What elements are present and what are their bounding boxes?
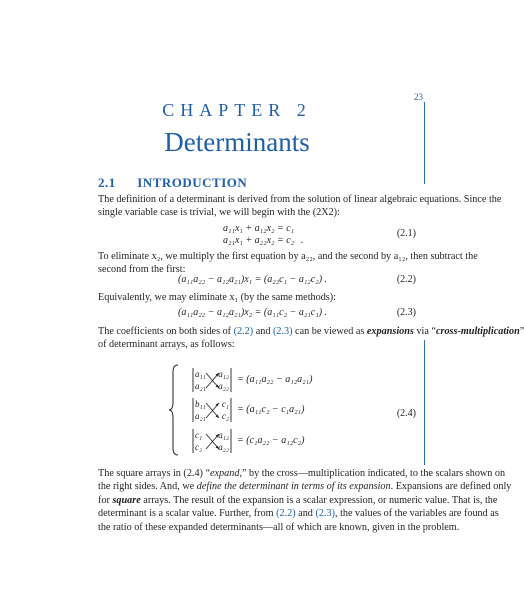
equation-ref-link[interactable]: (2.2) — [276, 508, 296, 520]
determinant-entry: a₁₂ — [218, 369, 229, 379]
paragraph-eliminate-x2 — [98, 250, 478, 277]
emphasis-text: define the determinant in terms of its expansion — [196, 481, 391, 493]
margin-rule-bottom — [424, 340, 425, 465]
text-run: ,” by the cross—multiplication indicated, to the scalars shown on — [239, 468, 506, 479]
text-run: can be viewed as — [292, 326, 367, 337]
paragraph-line: The definition of a determinant is derived from the solution of linear algebraic equations. Since the — [98, 194, 502, 205]
determinant-array — [191, 428, 233, 454]
determinant-entry: c₂ — [221, 411, 229, 421]
paragraph-line — [98, 480, 512, 493]
paragraph-line: of determinant arrays, as follows: — [98, 339, 235, 351]
emphasis-text: square — [112, 494, 141, 506]
paragraph-line — [98, 507, 499, 520]
text-run: via “ — [413, 326, 436, 337]
equation-2-3: (a₁₁a₂₂ − a₁₂a₂₁)x₂ = (a₁₁c₂ − a₂₁c₁) . — [178, 307, 328, 318]
equation-ref-link[interactable]: (2.3) — [272, 326, 293, 337]
equation-ref-link[interactable]: (2.2) — [233, 326, 254, 337]
chapter-label: CHAPTER 2 — [162, 100, 312, 120]
equation-text: a₂₁x₁ + a₂₂x₂ = c₂ — [223, 235, 295, 246]
text-run: determinant is a scalar value. Further, from — [98, 508, 277, 520]
paragraph-line: To eliminate x₂, we multiply the first equation by a₂₂, and the second by a₁₂, then subtract the — [98, 251, 478, 262]
determinant-entry: a₁₁ — [195, 369, 206, 379]
text-run: arrays. The result of the expansion is a scalar expression, or numeric value. That is, the — [140, 494, 498, 506]
paragraph-line: single variable case is trivial, we will begin with the (2X2): — [98, 207, 340, 219]
paragraph-intro — [98, 193, 502, 220]
equation-period: . — [300, 235, 304, 246]
determinant-expansion: = (a₁₁c₂ − c₁a₂₁) — [237, 404, 305, 415]
text-run: and — [295, 508, 316, 520]
determinant-entry: a₂₂ — [218, 381, 229, 391]
determinant-entry: c₂ — [195, 442, 203, 452]
equation-number-2-2: (2.2) — [396, 274, 416, 285]
equation-ref-link[interactable]: (2.3) — [315, 508, 335, 520]
emphasis-text: expand — [210, 468, 240, 479]
chapter-title: Determinants — [164, 127, 310, 157]
section-title: INTRODUCTION — [137, 175, 248, 190]
text-run: The coefficients on both sides of — [98, 326, 234, 337]
equation-number-2-3: (2.3) — [396, 307, 416, 318]
paragraph-line: the ratio of these expanded determinants—all of which are known, given in the problem. — [98, 521, 460, 533]
determinant-row — [191, 428, 331, 454]
equation-line — [223, 235, 303, 247]
paragraph-line — [98, 494, 498, 507]
determinant-row — [191, 397, 331, 423]
emphasis-text: expansions — [366, 326, 414, 337]
text-run: . Expansions are defined only — [390, 481, 512, 493]
equation-2-1 — [223, 223, 303, 247]
determinant-entry: c₁ — [195, 430, 203, 440]
section-heading — [98, 175, 247, 191]
page-number: 23 — [414, 92, 423, 102]
paragraph-expansion — [98, 467, 512, 534]
section-number: 2.1 — [98, 175, 116, 190]
equation-line: a₁₁x₁ + a₁₂x₂ = c₁ — [223, 223, 295, 234]
determinant-row — [191, 367, 331, 393]
equation-number-2-4: (2.4) — [396, 408, 416, 419]
text-run: , the values of the variables are found as — [334, 508, 499, 520]
determinant-entry: a₂₁ — [195, 381, 206, 391]
emphasis-text: cross-multiplication — [435, 326, 520, 337]
determinant-array — [191, 367, 233, 393]
text-run: The square arrays in (2.4) “ — [98, 468, 211, 479]
left-brace — [168, 364, 180, 456]
determinant-entry: a₁₂ — [218, 430, 229, 440]
paragraph-cross-multiplication — [98, 325, 524, 352]
determinant-entry: a₂₂ — [218, 442, 229, 452]
determinant-entry: b₁₁ — [195, 399, 206, 409]
determinant-array — [191, 397, 233, 423]
text-run: the right sides. And, we — [98, 481, 197, 493]
text-run: and — [253, 326, 273, 337]
paragraph-line: second from the first: — [98, 264, 186, 276]
paragraph-line — [98, 325, 524, 338]
text-run: for — [98, 494, 113, 506]
determinant-expansion: = (c₁a₂₂ − a₁₂c₂) — [237, 435, 305, 446]
text-run: ” — [519, 326, 524, 337]
determinant-expansion: = (a₁₁a₂₂ − a₁₂a₂₁) — [237, 374, 313, 385]
determinant-entry: a₂₁ — [195, 411, 206, 421]
equation-number-2-1: (2.1) — [396, 228, 416, 239]
paragraph-eliminate-x1: Equivalently, we may eliminate x₁ (by the same methods): — [98, 292, 336, 303]
determinant-entry: c₁ — [221, 399, 229, 409]
paragraph-line — [98, 467, 506, 480]
equation-2-2: (a₁₁a₂₂ − a₁₂a₂₁)x₁ = (a₂₂c₁ − a₁₂c₂) . — [178, 274, 328, 285]
